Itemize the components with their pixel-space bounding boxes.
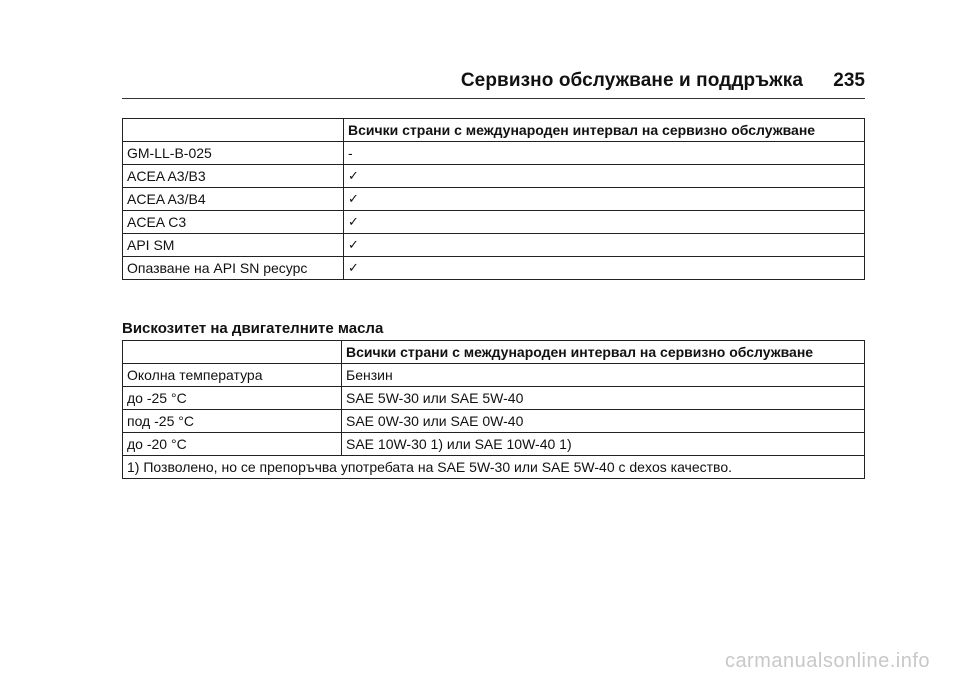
spec-label: ACEA A3/B3 (123, 165, 344, 188)
viscosity-cell: SAE 0W-30 или SAE 0W-40 (342, 410, 865, 433)
oil-spec-table (122, 118, 865, 280)
spec-label: API SM (123, 234, 344, 257)
table-header-row (123, 119, 865, 142)
check-icon: ✓ (344, 257, 865, 280)
column-header: Всички страни с международен интервал на сервизно обслужване (342, 341, 865, 364)
table-row (123, 234, 865, 257)
viscosity-cell: SAE 5W-30 или SAE 5W-40 (342, 387, 865, 410)
page-header (122, 68, 865, 99)
watermark: carmanualsonline.info (724, 650, 930, 672)
table-row (123, 257, 865, 280)
table-header-row (123, 341, 865, 364)
empty-header-cell (123, 119, 344, 142)
spec-label: ACEA C3 (123, 211, 344, 234)
check-icon: ✓ (344, 188, 865, 211)
spec-label: Опазване на API SN ресурс (123, 257, 344, 280)
footnote-row (123, 456, 865, 479)
viscosity-cell: SAE 10W-30 1) или SAE 10W-40 1) (342, 433, 865, 456)
temperature-cell: до -20 °C (123, 433, 342, 456)
check-icon: ✓ (344, 165, 865, 188)
subheader-label: Околна температура (123, 364, 342, 387)
table-row (123, 387, 865, 410)
page-title: Сервизно обслужване и поддръжка (460, 70, 803, 91)
table-row (123, 142, 865, 165)
table-row (123, 188, 865, 211)
subheader-value: Бензин (342, 364, 865, 387)
spec-label: GM-LL-B-025 (123, 142, 344, 165)
page-number: 235 (833, 70, 865, 91)
temperature-cell: до -25 °C (123, 387, 342, 410)
check-icon: ✓ (344, 211, 865, 234)
empty-header-cell (123, 341, 342, 364)
check-icon: ✓ (344, 234, 865, 257)
column-header: Всички страни с международен интервал на сервизно обслужване (344, 119, 865, 142)
viscosity-table (122, 340, 865, 479)
footnote: 1) Позволено, но се препоръчва употребата на SAE 5W-30 или SAE 5W-40 с dexos качество. (123, 456, 865, 479)
spec-label: ACEA A3/B4 (123, 188, 344, 211)
section-title: Вискозитет на двигателните масла (122, 320, 384, 337)
table-subheader-row (123, 364, 865, 387)
table-row (123, 165, 865, 188)
table-row (123, 410, 865, 433)
table-row (123, 211, 865, 234)
temperature-cell: под -25 °C (123, 410, 342, 433)
table-row (123, 433, 865, 456)
spec-value: - (344, 142, 865, 165)
